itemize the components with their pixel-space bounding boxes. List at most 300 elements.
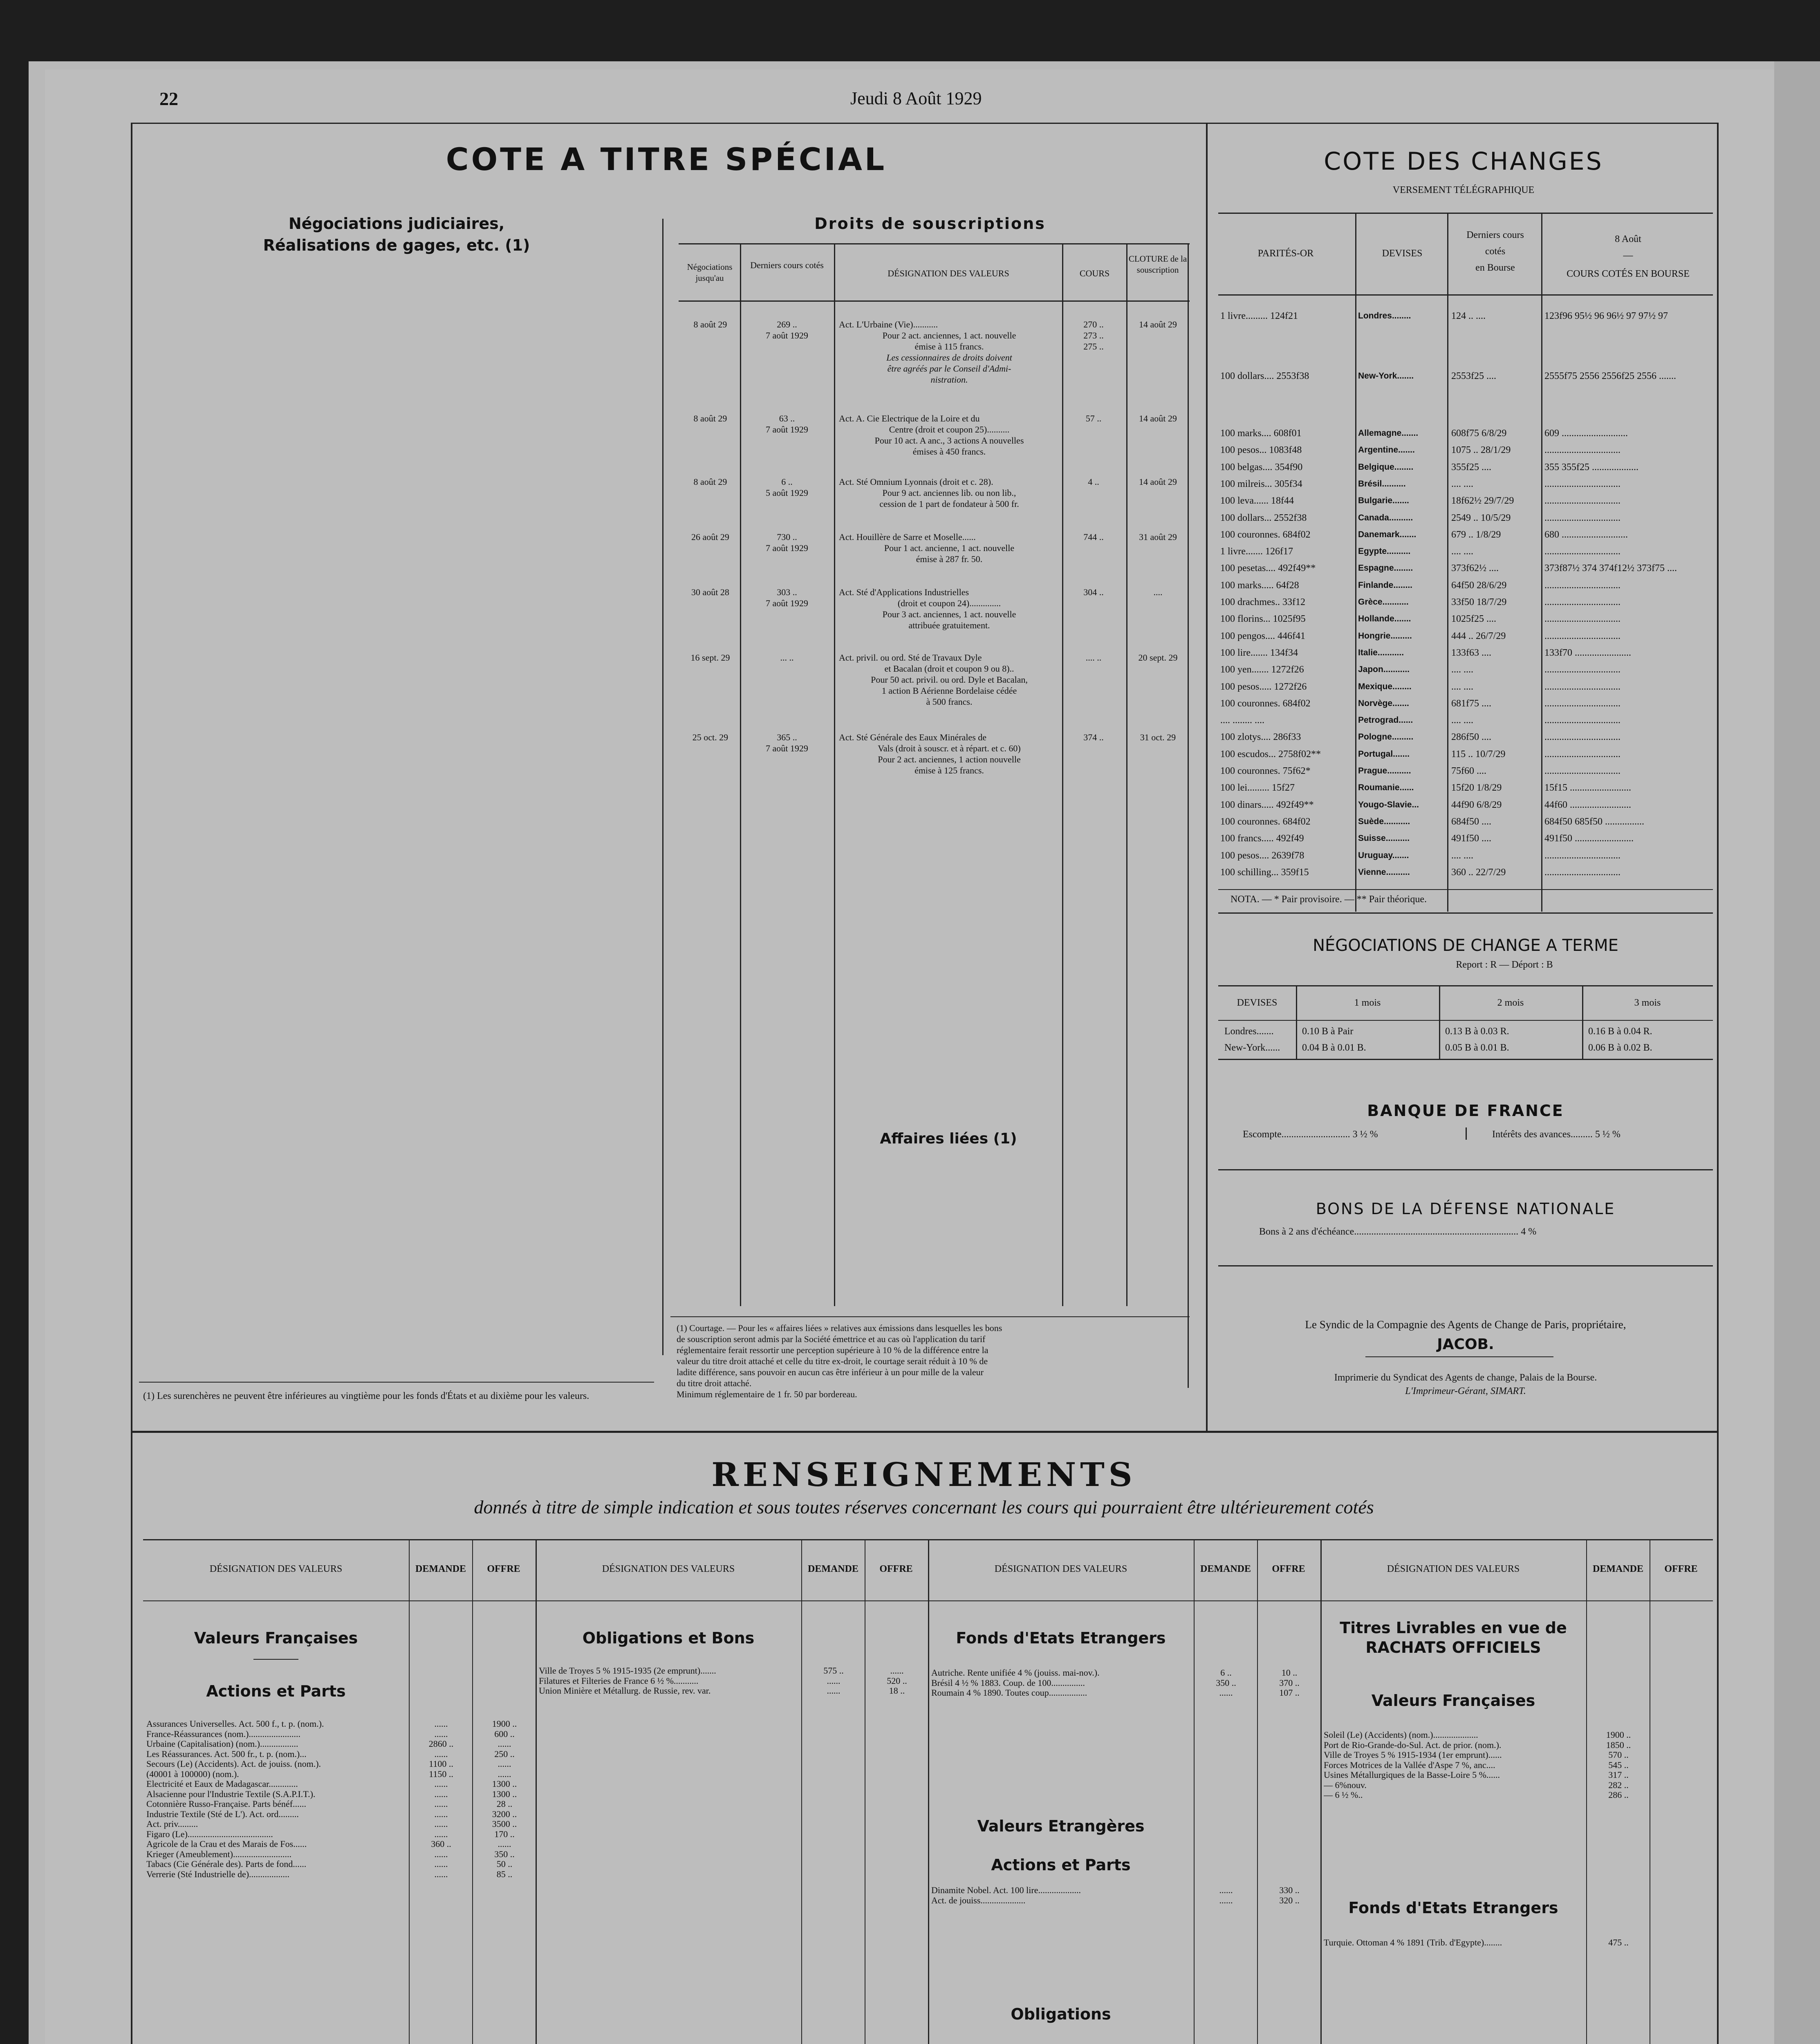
droits-row-designation: Centre (droit et coupon 25).......... bbox=[889, 424, 1010, 435]
change-devise: Prague.......... bbox=[1358, 766, 1411, 775]
droits-row-cours: 270 .. bbox=[1083, 319, 1104, 329]
value-row-label: France-Réassurances (nom.)....................... bbox=[146, 1729, 300, 1739]
change-parite: 100 milreis... 305f34 bbox=[1220, 478, 1302, 489]
droits-row-designation: (droit et coupon 24).............. bbox=[897, 598, 1001, 608]
change-derniers: 286f50 .... bbox=[1451, 732, 1491, 743]
banque-escompte: Escompte............................ 3 ½ % bbox=[1243, 1129, 1378, 1140]
changes-col-date-1: 8 Août bbox=[1615, 234, 1641, 244]
change-cours: ............................... bbox=[1544, 445, 1621, 456]
droits-row-cours: 4 .. bbox=[1088, 477, 1099, 487]
section-heading: Actions et Parts bbox=[991, 1856, 1131, 1874]
change-derniers: 360 .. 22/7/29 bbox=[1451, 867, 1506, 878]
terme-header: 1 mois bbox=[1354, 997, 1381, 1008]
droits-row-cours-cotes: 7 août 1929 bbox=[766, 598, 808, 608]
syndic-name: JACOB. bbox=[1437, 1336, 1494, 1353]
value-row-demande: 1100 .. bbox=[429, 1759, 453, 1769]
section-rule bbox=[253, 1659, 298, 1660]
value-row-demande: ...... bbox=[434, 1829, 448, 1839]
droits-row-designation: Act. A. Cie Electrique de la Loire et du bbox=[839, 413, 980, 424]
change-devise: Italie........... bbox=[1358, 648, 1404, 657]
terme-cell: 0.04 B à 0.01 B. bbox=[1302, 1042, 1366, 1053]
value-row-offre: 1900 .. bbox=[492, 1719, 517, 1729]
value-row-offre: 3200 .. bbox=[492, 1809, 517, 1819]
change-cours: ............................... bbox=[1544, 698, 1621, 709]
col-header-offre: OFFRE bbox=[1664, 1564, 1698, 1574]
droits-row-cloture: 20 sept. 29 bbox=[1138, 652, 1178, 663]
change-derniers: 608f75 6/8/29 bbox=[1451, 428, 1507, 439]
change-parite: 100 pesos.... 2639f78 bbox=[1220, 850, 1304, 861]
change-parite: .... ........ .... bbox=[1220, 715, 1264, 726]
section-heading: Titres Livrables en vue de bbox=[1340, 1619, 1567, 1637]
courtage-note bbox=[677, 1322, 1188, 1400]
terme-title: NÉGOCIATIONS DE CHANGE A TERME bbox=[1313, 936, 1618, 955]
value-row-demande: 286 .. bbox=[1608, 1790, 1629, 1800]
droits-row-date: 25 oct. 29 bbox=[692, 732, 728, 742]
change-derniers: .... .... bbox=[1451, 681, 1473, 692]
value-row-demande: 1850 .. bbox=[1606, 1739, 1631, 1750]
change-parite: 100 francs..... 492f49 bbox=[1220, 833, 1304, 844]
droits-row-cours-cotes: ... .. bbox=[780, 652, 794, 663]
value-row-label: Les Réassurances. Act. 500 fr., t. p. (nom.)... bbox=[146, 1749, 307, 1759]
droits-row-designation: émise à 125 francs. bbox=[914, 765, 984, 775]
change-cours: ............................... bbox=[1544, 715, 1621, 726]
column-divider bbox=[536, 1539, 537, 2044]
change-cours: ............................... bbox=[1544, 580, 1621, 591]
droits-row-designation: Pour 2 act. anciennes, 1 act. nouvelle bbox=[882, 330, 1016, 341]
change-parite: 100 pengos.... 446f41 bbox=[1220, 630, 1305, 641]
column-divider bbox=[928, 1539, 929, 2044]
value-row-offre: ...... bbox=[498, 1768, 511, 1779]
col-header-demande: DEMANDE bbox=[1593, 1564, 1643, 1574]
page-number: 22 bbox=[159, 88, 178, 109]
change-devise: Uruguay....... bbox=[1358, 850, 1409, 860]
value-row-offre: 170 .. bbox=[494, 1829, 515, 1839]
imprimerie-line: Imprimerie du Syndicat des Agents de change, Palais de la Bourse. bbox=[1334, 1372, 1597, 1383]
change-derniers: 44f90 6/8/29 bbox=[1451, 799, 1502, 810]
value-row-demande: 2860 .. bbox=[428, 1739, 454, 1749]
change-parite: 100 pesos... 1083f48 bbox=[1220, 445, 1302, 456]
value-row-label: Act. priv......... bbox=[146, 1819, 198, 1829]
change-derniers: 444 .. 26/7/29 bbox=[1451, 630, 1506, 641]
changes-col-parites: PARITÉS-OR bbox=[1257, 248, 1314, 259]
value-row-offre: 370 .. bbox=[1279, 1677, 1300, 1688]
value-row-demande: 1900 .. bbox=[1606, 1730, 1631, 1740]
change-devise: Japon........... bbox=[1358, 665, 1410, 675]
change-devise: Roumanie...... bbox=[1358, 783, 1414, 793]
value-row-demande: ...... bbox=[827, 1675, 841, 1686]
change-derniers: 18f62½ 29/7/29 bbox=[1451, 495, 1514, 507]
change-parite: 100 dinars..... 492f49** bbox=[1220, 799, 1314, 810]
value-row-label: Usines Métallurgiques de la Basse-Loire 5 %...... bbox=[1324, 1770, 1500, 1780]
droits-row-date: 8 août 29 bbox=[693, 319, 727, 329]
change-parite: 100 couronnes. 684f02 bbox=[1220, 816, 1311, 827]
change-devise: Suède........... bbox=[1358, 816, 1410, 826]
change-devise: Belgique........ bbox=[1358, 462, 1414, 472]
changes-col-derniers-2: cotés bbox=[1485, 246, 1506, 257]
terme-header: 3 mois bbox=[1634, 997, 1661, 1008]
value-row-label: — 6%nouv. bbox=[1324, 1780, 1367, 1790]
value-row-demande: ...... bbox=[434, 1859, 448, 1869]
droits-row-designation: Pour 10 act. A anc., 3 actions A nouvelles bbox=[874, 435, 1024, 446]
droits-row-designation: Pour 1 act. ancienne, 1 act. nouvelle bbox=[884, 543, 1015, 553]
change-cours: ............................... bbox=[1544, 495, 1621, 507]
droits-row-date: 30 août 28 bbox=[691, 587, 729, 597]
col-header-designation: DÉSIGNATION DES VALEURS bbox=[602, 1564, 735, 1574]
value-row-label: Secours (Le) (Accidents). Act. de jouiss. (nom.). bbox=[146, 1759, 321, 1769]
terme-cell: 0.16 B à 0.04 R. bbox=[1588, 1026, 1652, 1037]
value-row-label: Tabacs (Cie Générale des). Parts de fond...... bbox=[146, 1859, 307, 1869]
change-cours: 15f15 ......................... bbox=[1544, 782, 1631, 793]
terme-cell: 0.06 B à 0.02 B. bbox=[1588, 1042, 1652, 1053]
change-cours: ............................... bbox=[1544, 732, 1621, 743]
droits-row-cours: 273 .. bbox=[1083, 330, 1104, 341]
change-derniers: .... .... bbox=[1451, 664, 1473, 675]
change-parite: 100 marks..... 64f28 bbox=[1220, 580, 1299, 591]
value-row-demande: ...... bbox=[434, 1809, 448, 1819]
courtage-line: du titre droit attaché. bbox=[677, 1378, 752, 1388]
droits-row-designation: 1 action B Aérienne Bordelaise cédée bbox=[881, 686, 1017, 696]
change-derniers: 684f50 .... bbox=[1451, 816, 1491, 827]
col-header-offre: OFFRE bbox=[487, 1564, 520, 1574]
col-header-designation: DÉSIGNATION DES VALEURS bbox=[994, 1564, 1127, 1574]
change-derniers: 115 .. 10/7/29 bbox=[1451, 749, 1506, 760]
change-devise: Hollande....... bbox=[1358, 614, 1411, 624]
droits-col-designation: DÉSIGNATION DES VALEURS bbox=[888, 268, 1009, 278]
change-devise: Danemark....... bbox=[1358, 529, 1417, 539]
droits-row-cours: 744 .. bbox=[1083, 532, 1104, 542]
col-header-demande: DEMANDE bbox=[415, 1564, 466, 1574]
surencheres-footnote: (1) Les surenchères ne peuvent être inférieures au vingtième pour les fonds d'États et au dixième pour les valeurs. bbox=[143, 1391, 589, 1401]
change-parite: 100 drachmes.. 33f12 bbox=[1220, 597, 1305, 607]
droits-row-cours-cotes: 6 .. bbox=[781, 477, 793, 487]
droits-row-cours: .... .. bbox=[1085, 652, 1102, 663]
banque-avances: Intérêts des avances......... 5 ½ % bbox=[1492, 1129, 1621, 1140]
value-row-label: Assurances Universelles. Act. 500 f., t. p. (nom.). bbox=[146, 1719, 324, 1729]
change-cours: 133f70 ....................... bbox=[1544, 647, 1631, 658]
droits-row-cours-cotes: 7 août 1929 bbox=[766, 330, 808, 341]
droits-title: Droits de souscriptions bbox=[814, 215, 1046, 233]
col-header-designation: DÉSIGNATION DES VALEURS bbox=[1387, 1564, 1520, 1574]
value-row-demande: 360 .. bbox=[431, 1839, 451, 1849]
value-row-demande: ...... bbox=[1219, 1895, 1233, 1905]
droits-row-cours-cotes: 7 août 1929 bbox=[766, 743, 808, 753]
value-row-demande: 282 .. bbox=[1608, 1780, 1629, 1790]
courtage-line: Minimum réglementaire de 1 fr. 50 par bordereau. bbox=[677, 1389, 857, 1399]
droits-row-cours-cotes: 365 .. bbox=[777, 732, 797, 742]
droits-row-designation: Act. Sté Générale des Eaux Minérales de bbox=[839, 732, 987, 742]
section-heading: Obligations et Bons bbox=[582, 1629, 755, 1647]
value-row-demande: ...... bbox=[434, 1819, 448, 1829]
value-row-demande: ...... bbox=[434, 1728, 448, 1739]
change-cours: ............................... bbox=[1544, 766, 1621, 776]
change-derniers: .... .... bbox=[1451, 850, 1473, 861]
change-cours: 684f50 685f50 ................ bbox=[1544, 816, 1644, 827]
change-devise: Canada.......... bbox=[1358, 513, 1413, 522]
droits-row-designation: Pour 50 act. privil. ou ord. Dyle et Bacalan, bbox=[871, 675, 1028, 685]
terme-cell: New-York...... bbox=[1224, 1042, 1280, 1053]
droits-row-designation: Pour 9 act. anciennes lib. ou non lib., bbox=[882, 488, 1016, 498]
changes-nota: NOTA. — * Pair provisoire. — ** Pair théorique. bbox=[1231, 894, 1427, 905]
courtage-line: de souscription seront admis par la Société émettrice et au cas où l'application du tarif bbox=[677, 1334, 986, 1344]
droits-row-cours-cotes: 7 août 1929 bbox=[766, 424, 808, 435]
value-row-demande: 570 .. bbox=[1608, 1750, 1629, 1760]
section-heading: Fonds d'Etats Etrangers bbox=[956, 1629, 1166, 1647]
value-row-label: Figaro (Le)...................................... bbox=[146, 1829, 273, 1839]
terme-subtitle: Report : R — Déport : B bbox=[1456, 959, 1553, 970]
change-derniers: 75f60 .... bbox=[1451, 766, 1486, 776]
droits-row-cours-cotes: 303 .. bbox=[777, 587, 797, 597]
droits-row-cours-cotes: 63 .. bbox=[779, 413, 795, 424]
droits-col-cloture: CLOTURE de la souscription bbox=[1128, 254, 1187, 275]
page-date: Jeudi 8 Août 1929 bbox=[850, 88, 982, 108]
change-cours: ............................... bbox=[1544, 597, 1621, 607]
change-parite: 100 florins... 1025f95 bbox=[1220, 614, 1306, 625]
value-row-offre: 107 .. bbox=[1279, 1688, 1300, 1698]
droits-row-designation: Pour 3 act. anciennes, 1 act. nouvelle bbox=[882, 609, 1016, 619]
change-cours: ............................... bbox=[1544, 512, 1621, 523]
value-row-label: Dinamite Nobel. Act. 100 lire................... bbox=[931, 1885, 1081, 1895]
courtage-line: valeur du titre droit attaché et celle du titre ex-droit, le courtage serait réduit à 10 % de bbox=[677, 1356, 988, 1366]
terme-cell: 0.13 B à 0.03 R. bbox=[1445, 1026, 1509, 1037]
change-derniers: 64f50 28/6/29 bbox=[1451, 580, 1507, 591]
courtage-line: (1) Courtage. — Pour les « affaires liées » relatives aux émissions dans lesquelles les bons bbox=[677, 1323, 1002, 1333]
change-parite: 1 livre....... 126f17 bbox=[1220, 546, 1293, 557]
change-parite: 1 livre......... 124f21 bbox=[1220, 311, 1298, 321]
value-row-offre: 350 .. bbox=[494, 1849, 515, 1859]
demande-divider bbox=[801, 1539, 802, 2044]
value-row-offre: 28 .. bbox=[496, 1799, 513, 1809]
changes-col-date-2: — bbox=[1623, 250, 1633, 261]
value-row-label: Filatures et Filteries de France 6 ½ %........... bbox=[539, 1676, 699, 1686]
change-parite: 100 leva...... 18f44 bbox=[1220, 495, 1294, 507]
offre-divider bbox=[1257, 1539, 1258, 2044]
column-divider bbox=[1320, 1539, 1322, 2044]
value-row-demande: 545 .. bbox=[1608, 1759, 1629, 1770]
droits-row-designation: Act. L'Urbaine (Vie)........... bbox=[839, 319, 938, 329]
value-row-label: Electricité et Eaux de Madagascar............. bbox=[146, 1779, 298, 1789]
droits-row-cours: 304 .. bbox=[1083, 587, 1104, 597]
change-parite: 100 dollars.... 2553f38 bbox=[1220, 371, 1309, 381]
change-parite: 100 lire....... 134f34 bbox=[1220, 647, 1298, 658]
droits-row-cours-cotes: 730 .. bbox=[777, 532, 797, 542]
change-devise: Londres........ bbox=[1358, 311, 1411, 320]
value-row-offre: 520 .. bbox=[887, 1675, 907, 1686]
change-devise: Vienne.......... bbox=[1358, 867, 1410, 877]
change-cours: ............................... bbox=[1544, 850, 1621, 861]
offre-divider bbox=[472, 1539, 473, 2044]
value-row-label: Industrie Textile (Sté de L'). Act. ord......... bbox=[146, 1809, 299, 1819]
droits-row-cours: 374 .. bbox=[1083, 732, 1104, 742]
value-row-demande: 6 .. bbox=[1220, 1667, 1232, 1678]
droits-row-designation: émise à 115 francs. bbox=[914, 341, 984, 352]
change-devise: Hongrie......... bbox=[1358, 631, 1412, 641]
droits-row-cloture: 31 oct. 29 bbox=[1140, 732, 1176, 742]
change-cours: 44f60 ......................... bbox=[1544, 799, 1631, 810]
terme-header: 2 mois bbox=[1497, 997, 1524, 1008]
change-cours: ............................... bbox=[1544, 478, 1621, 489]
droits-row-designation: être agréés par le Conseil d'Admi- bbox=[887, 363, 1011, 374]
value-row-demande: 475 .. bbox=[1608, 1937, 1629, 1948]
value-row-demande: ...... bbox=[434, 1719, 448, 1729]
section-heading: Valeurs Etrangères bbox=[977, 1817, 1145, 1835]
value-row-demande: ...... bbox=[434, 1779, 448, 1789]
droits-row-cours-cotes: 5 août 1929 bbox=[766, 488, 808, 498]
value-row-offre: ...... bbox=[498, 1839, 511, 1849]
value-row-demande: ...... bbox=[434, 1799, 448, 1809]
value-row-demande: ...... bbox=[1219, 1885, 1233, 1895]
value-row-offre: 50 .. bbox=[496, 1859, 513, 1869]
change-derniers: 1075 .. 28/1/29 bbox=[1451, 445, 1511, 456]
col-header-offre: OFFRE bbox=[1272, 1564, 1305, 1574]
change-devise: Portugal....... bbox=[1358, 749, 1410, 759]
droits-row-cours-cotes: 7 août 1929 bbox=[766, 543, 808, 553]
droits-row-date: 26 août 29 bbox=[691, 532, 729, 542]
change-cours: ............................... bbox=[1544, 867, 1621, 878]
change-derniers: 1025f25 .... bbox=[1451, 614, 1496, 625]
value-row-offre: 330 .. bbox=[1279, 1885, 1300, 1895]
change-cours: 373f87½ 374 374f12½ 373f75 .... bbox=[1544, 563, 1677, 574]
value-row-offre: ...... bbox=[890, 1665, 904, 1676]
bons-title: BONS DE LA DÉFENSE NATIONALE bbox=[1316, 1200, 1616, 1218]
col-header-designation: DÉSIGNATION DES VALEURS bbox=[209, 1564, 343, 1574]
change-devise: Allemagne....... bbox=[1358, 428, 1419, 438]
change-cours: 2555f75 2556 2556f25 2556 ....... bbox=[1544, 371, 1676, 381]
change-cours: ............................... bbox=[1544, 664, 1621, 675]
banque-title: BANQUE DE FRANCE bbox=[1367, 1102, 1564, 1120]
droits-row-designation: Pour 2 act. anciennes, 1 action nouvelle bbox=[878, 754, 1021, 764]
value-row-demande: ...... bbox=[434, 1748, 448, 1759]
terme-header: DEVISES bbox=[1237, 997, 1278, 1008]
droits-row-cloture: .... bbox=[1153, 587, 1163, 597]
renseignements-subtitle: donnés à titre de simple indication et sous toutes réserves concernant les cours qui pourraient être ultérieurement cotés bbox=[474, 1497, 1374, 1517]
value-row-label: Forces Motrices de la Vallée d'Aspe 7 %, anc.... bbox=[1324, 1760, 1495, 1770]
droits-row-cours: 57 .. bbox=[1085, 413, 1102, 424]
value-row-offre: 10 .. bbox=[1281, 1667, 1298, 1678]
change-parite: 100 belgas.... 354f90 bbox=[1220, 462, 1303, 473]
change-cours: 355 355f25 ................... bbox=[1544, 462, 1638, 473]
renseignements-title: RENSEIGNEMENTS bbox=[711, 1455, 1136, 1494]
change-parite: 100 pesos..... 1272f26 bbox=[1220, 681, 1307, 692]
change-devise: Argentine....... bbox=[1358, 445, 1415, 455]
droits-row-designation: cession de 1 part de fondateur à 500 fr. bbox=[879, 499, 1019, 509]
change-derniers: 2549 .. 10/5/29 bbox=[1451, 512, 1511, 523]
value-row-label: Ville de Troyes 5 % 1915-1934 (1er emprunt)...... bbox=[1324, 1750, 1502, 1760]
value-row-offre: 85 .. bbox=[496, 1869, 513, 1879]
value-row-demande: 317 .. bbox=[1608, 1770, 1629, 1780]
value-row-label: Union Minière et Métallurg. de Russie, rev. var. bbox=[539, 1686, 711, 1696]
droits-row-designation: nistration. bbox=[930, 374, 968, 385]
change-derniers: 124 .. .... bbox=[1451, 311, 1486, 321]
change-cours: 491f50 ........................ bbox=[1544, 833, 1634, 844]
change-devise: Brésil.......... bbox=[1358, 479, 1406, 489]
value-row-label: Autriche. Rente unifiée 4 % (jouiss. mai-nov.). bbox=[931, 1668, 1100, 1678]
change-derniers: 491f50 .... bbox=[1451, 833, 1491, 844]
change-cours: 680 ........................... bbox=[1544, 529, 1628, 540]
terme-cell: 0.10 B à Pair bbox=[1302, 1026, 1354, 1037]
value-row-label: Alsacienne pour l'Industrie Textile (S.A.P.I.T.). bbox=[146, 1789, 316, 1799]
value-row-demande: ...... bbox=[1219, 1688, 1233, 1698]
change-parite: 100 lei......... 15f27 bbox=[1220, 782, 1295, 793]
change-devise: New-York....... bbox=[1358, 371, 1414, 381]
value-row-demande: 575 .. bbox=[823, 1665, 844, 1676]
change-parite: 100 schilling... 359f15 bbox=[1220, 867, 1309, 878]
value-row-label: Act. de jouiss.................... bbox=[931, 1895, 1026, 1905]
value-row-label: Verrerie (Sté Industrielle de).................. bbox=[146, 1869, 290, 1879]
value-row-label: Ville de Troyes 5 % 1915-1935 (2e emprunt)....... bbox=[539, 1666, 716, 1676]
change-cours: 123f96 95½ 96 96½ 97 97½ 97 bbox=[1544, 311, 1668, 321]
change-cours: 609 ........................... bbox=[1544, 428, 1628, 439]
change-parite: 100 couronnes. 684f02 bbox=[1220, 529, 1311, 540]
change-cours: ............................... bbox=[1544, 681, 1621, 692]
droits-row-designation: émises à 450 francs. bbox=[912, 446, 986, 457]
section-heading: RACHATS OFFICIELS bbox=[1365, 1638, 1541, 1656]
change-devise: Suisse.......... bbox=[1358, 834, 1410, 843]
bons-line: Bons à 2 ans d'échéance................................................................... 4 % bbox=[1259, 1226, 1537, 1237]
facing-page-edge bbox=[1774, 61, 1820, 2044]
affaires-liees-heading: Affaires liées (1) bbox=[880, 1130, 1017, 1147]
change-parite: 100 marks.... 608f01 bbox=[1220, 428, 1302, 439]
change-devise: Bulgarie....... bbox=[1358, 496, 1409, 506]
value-row-demande: ...... bbox=[434, 1788, 448, 1799]
change-derniers: 373f62½ .... bbox=[1451, 563, 1499, 574]
change-cours: ............................... bbox=[1544, 630, 1621, 641]
value-row-label: Cotonnière Russo-Française. Parts bénéf...... bbox=[146, 1799, 307, 1809]
changes-col-derniers-3: en Bourse bbox=[1475, 262, 1515, 273]
value-row-offre: 320 .. bbox=[1279, 1895, 1300, 1905]
value-row-offre: ...... bbox=[498, 1739, 511, 1749]
value-row-demande: ...... bbox=[434, 1869, 448, 1879]
section-heading: Fonds d'Etats Etrangers bbox=[1348, 1899, 1558, 1917]
droits-row-cloture: 14 août 29 bbox=[1139, 477, 1177, 487]
terme-cell: 0.05 B à 0.01 B. bbox=[1445, 1042, 1509, 1053]
changes-subtitle: VERSEMENT TÉLÉGRAPHIQUE bbox=[1392, 185, 1535, 195]
droits-row-cours: 275 .. bbox=[1083, 341, 1104, 352]
negociations-heading-1: Négociations judiciaires, bbox=[288, 215, 505, 233]
droits-row-cloture: 14 août 29 bbox=[1139, 319, 1177, 329]
change-parite: 100 couronnes. 75f62* bbox=[1220, 766, 1311, 776]
droits-row-designation: Act. Sté Omnium Lyonnais (droit et c. 28). bbox=[839, 477, 993, 487]
section-heading: Valeurs Françaises bbox=[1371, 1692, 1535, 1710]
droits-col-cours-actuel: COURS bbox=[1079, 268, 1110, 278]
change-derniers: 2553f25 .... bbox=[1451, 371, 1496, 381]
section-heading: Valeurs Françaises bbox=[194, 1629, 358, 1647]
value-row-demande: ...... bbox=[434, 1849, 448, 1859]
changes-title: COTE DES CHANGES bbox=[1324, 147, 1603, 176]
change-devise: Pologne......... bbox=[1358, 732, 1414, 742]
value-row-label: Roumain 4 % 1890. Toutes coup................. bbox=[931, 1688, 1087, 1698]
negociations-heading-2: Réalisations de gages, etc. (1) bbox=[263, 236, 530, 254]
change-devise: Grèce........... bbox=[1358, 597, 1409, 607]
value-row-label: Urbaine (Capitalisation) (nom.)................. bbox=[146, 1739, 298, 1749]
value-row-label: Port de Rio-Grande-do-Sul. Act. de prior. (nom.). bbox=[1324, 1740, 1502, 1750]
change-cours: ............................... bbox=[1544, 546, 1621, 557]
imprimeur-gerant: L'Imprimeur-Gérant, SIMART. bbox=[1405, 1386, 1526, 1396]
terme-cell: Londres....... bbox=[1224, 1026, 1274, 1037]
value-row-label: Brésil 4 ½ % 1883. Coup. de 100............... bbox=[931, 1678, 1085, 1688]
value-row-offre: 1300 .. bbox=[492, 1788, 517, 1799]
change-devise: Petrograd...... bbox=[1358, 715, 1413, 725]
value-row-label: (40001 à 100000) (nom.). bbox=[146, 1769, 239, 1779]
change-cours: ............................... bbox=[1544, 749, 1621, 760]
value-row-label: Turquie. Ottoman 4 % 1891 (Trib. d'Egypte)........ bbox=[1324, 1938, 1502, 1948]
value-row-label: Krieger (Ameublement).......................... bbox=[146, 1849, 291, 1859]
droits-row-designation: attribuée gratuitement. bbox=[908, 620, 990, 630]
value-row-offre: 18 .. bbox=[889, 1685, 905, 1696]
demande-divider bbox=[1586, 1539, 1587, 2044]
change-cours: ............................... bbox=[1544, 614, 1621, 625]
courtage-line: ladite différence, sans pouvoir en aucun cas être inférieur à un pour mille de la valeur bbox=[677, 1367, 984, 1377]
courtage-line: réglementaire ferait ressortir une perception supérieure à 10 % de la différence entre la bbox=[677, 1345, 988, 1355]
